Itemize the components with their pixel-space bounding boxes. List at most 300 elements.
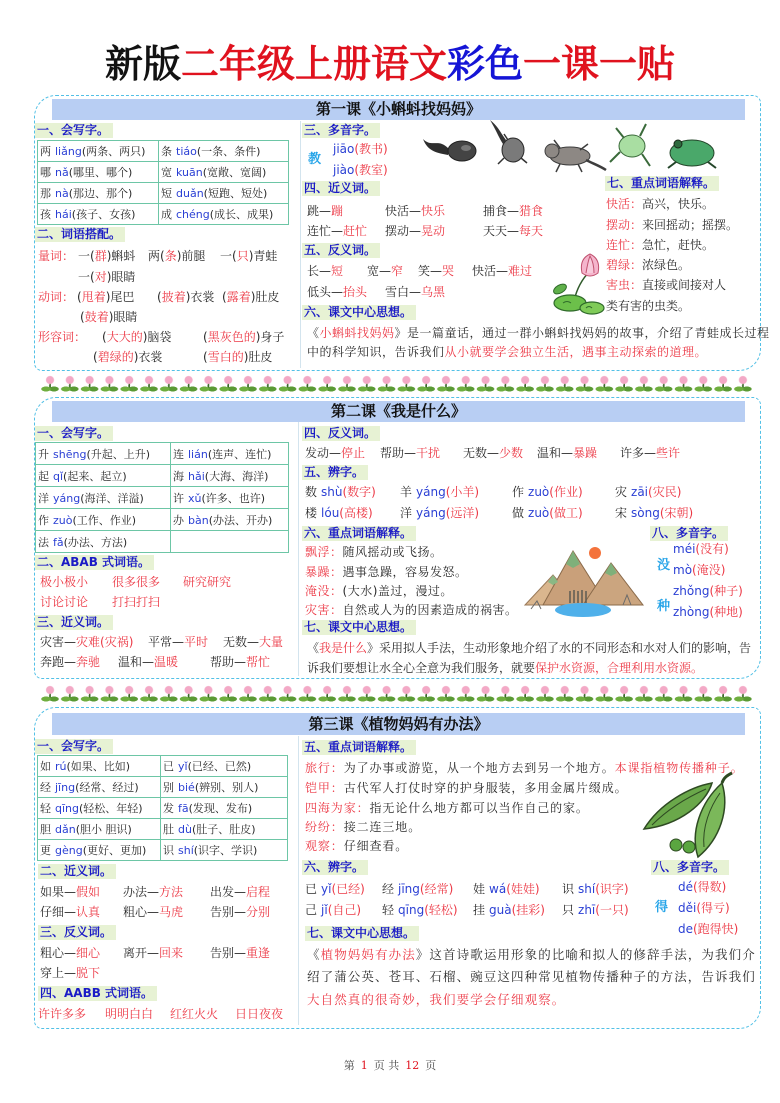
antonym-pair [40,945,100,961]
synonym: 平时 [184,635,209,649]
section-heading-aabb-words: 四、AABB 式词语。 [38,986,157,1001]
word: 温和 [537,446,562,460]
dash: — [147,946,160,960]
example-words: (那边、那个) [68,187,133,200]
antonym: 抬头 [343,285,368,299]
term: 铠甲： [305,781,344,795]
answer: 披着 [161,290,186,304]
term: 连忙： [606,238,643,252]
word: 帮助 [210,655,235,669]
text: )身子 [255,330,285,344]
antonym-pair [40,965,100,981]
dash: — [507,204,520,218]
key-word-item [606,196,714,212]
answer: 碧绿的 [97,350,134,364]
dash: — [409,204,422,218]
word: 如果 [40,885,65,899]
polyphone-reading [333,162,388,178]
term: 飘浮： [305,545,343,559]
section-heading-polyphone: 八、多音字。 [651,860,729,875]
synonym: 奔驰 [76,655,101,669]
example-words: (办法、方法) [63,535,128,549]
example-word: (娃娃) [506,882,540,896]
synonym-pair [223,634,283,650]
distinguish-item [562,881,629,897]
pinyin: hái [55,208,72,221]
antonym: 短 [331,264,344,278]
term: 摆动： [606,218,643,232]
main-idea-line [307,640,751,656]
antonym-pair [418,263,454,279]
distinguish-item [305,505,373,521]
distinguish-item [615,505,693,521]
antonym-pair [380,445,440,461]
character: 起 [38,469,49,483]
dash: — [142,655,155,669]
pinyin: shí [578,882,596,896]
character: 两 [40,145,51,158]
distinguish-item [562,902,629,918]
dash: — [64,946,77,960]
text: ( [203,330,208,344]
text: 》是一篇童话，通过一群小蝌蚪找妈妈的故事，介绍了青蛙成长过程 [394,326,770,340]
example-words: (胆小 胆识) [75,823,132,836]
pinyin: jǐ [321,903,328,917]
text: 两( [148,249,165,263]
pinyin: shí [178,844,194,857]
character-cell [171,509,289,531]
antonym: 重逢 [246,946,271,960]
title-part-lesson-sticker: 一课一贴 [523,41,676,86]
example-word: (没有) [695,542,729,556]
answer: 群 [94,249,107,263]
dash: — [409,224,422,238]
text: 》这首诗歌运用形象的比喻和拟人的修辞手法，为我们介 [415,947,756,962]
text: 一( [78,270,95,284]
distinguish-item [382,881,453,897]
polyphone-reading [673,583,743,599]
definition: 为了办事或游览，从一个地方去到另一个地方。 [343,761,615,775]
character: 成 [161,208,172,221]
term: 快活： [606,197,643,211]
title-part-color: 彩色 [447,41,524,86]
pinyin: kuān [176,166,203,179]
collocation-item [203,329,284,345]
synonym: 假如 [76,885,101,899]
synonym-pair [307,203,343,219]
antonym: 暴躁 [573,446,598,460]
character: 短 [161,187,172,200]
example-words: (成长、成果) [209,208,274,221]
character-cell [36,509,171,531]
polyphone-reading [678,900,730,916]
pinyin: yáng [416,485,446,499]
main-idea-line [307,325,770,341]
dash: — [507,224,520,238]
synonym: 温暖 [154,655,179,669]
dash: — [247,635,260,649]
antonym: 少数 [499,446,524,460]
pinyin: de [678,922,693,936]
answer: 鼓着 [84,310,109,324]
pinyin: qīng [398,903,425,917]
collocation-item [78,248,135,264]
text: ( [203,350,208,364]
pinyin: tiáo [176,145,197,158]
dash: — [404,446,417,460]
polyphone-character: 得 [655,900,669,915]
synonym: 蹦 [331,204,344,218]
definition: 直接或间接对人 [642,278,727,292]
key-word-item [305,800,589,816]
pinyin: duǎn [176,187,204,200]
character-cell [171,487,289,509]
character: 作 [38,513,49,527]
antonym-pair [620,445,680,461]
text: )眼睛 [108,310,138,324]
pinyin: zāi [631,485,649,499]
example-word: (一只) [595,903,629,917]
antonym-pair [385,284,445,300]
key-word-continuation: 类有害的虫类。 [606,299,691,313]
synonym: 分别 [246,905,271,919]
distinguish-item [512,484,583,500]
lesson-3-title-bar [52,713,745,735]
pea-pod-illustration [640,773,748,861]
dash: — [234,905,247,919]
synonym-pair [123,904,183,920]
character: 胆 [40,823,51,836]
key-word-item [606,217,738,233]
pinyin: zhòng [673,605,710,619]
section-heading-main-idea: 七、课文中心思想。 [302,620,416,635]
character: 连 [173,447,184,461]
synonym-pair [307,223,367,239]
antonym: 窄 [391,264,404,278]
synonym: 灾难(灾祸) [76,635,134,649]
dash: — [147,885,160,899]
character: 楼 [305,506,318,520]
empty-cell [171,531,289,553]
pinyin: dé [678,880,693,894]
antonym: 哭 [442,264,455,278]
example-words: (识字、学识) [193,844,258,857]
dash: — [319,204,332,218]
example-words: (辨别、别人) [194,781,259,794]
synonym: 帮忙 [246,655,271,669]
synonym: 每天 [519,224,544,238]
character: 做 [512,506,525,520]
aabb-word: 许许多多 [38,1007,87,1021]
word: 离开 [123,946,148,960]
answer: 露着 [226,290,251,304]
abab-word: 极小极小 [40,575,89,589]
character-cell [161,840,288,861]
section-heading-synonyms: 四、近义词。 [302,181,380,196]
definition: 遇事急躁，容易发怒。 [342,565,468,579]
example-word: (数字) [342,485,376,499]
term: 纷纷： [305,820,344,834]
character: 升 [38,447,49,461]
word: 快活 [385,204,410,218]
example-words: (更好、更加) [82,844,147,857]
text: )衣裳 [133,350,163,364]
key-message: 从小就要学会独立生活，遇事主动探索的道理。 [444,345,708,359]
character: 许 [173,491,184,505]
character: 如 [40,760,51,773]
antonym-pair [463,445,523,461]
text: 绍了蒲公英、苍耳、石榴、豌豆这四种常见植物传播种子的方法，告诉我们 [307,969,756,984]
character: 灾 [615,485,628,499]
abab-word: 很多很多 [112,575,161,589]
character-cell [36,465,171,487]
pinyin: yáng [416,506,446,520]
character-cell [159,162,289,183]
dash: — [64,885,77,899]
antonym: 回来 [159,946,184,960]
antonym: 乌黑 [421,285,446,299]
footer-prefix: 第 [343,1059,355,1072]
key-word-item [606,277,726,293]
example-word: (种子) [709,584,743,598]
character: 发 [163,802,174,815]
antonym-pair [537,445,597,461]
mountain-water-illustration [523,543,645,618]
text: 《 [307,326,320,340]
character: 识 [163,844,174,857]
character-cell [38,777,161,798]
example-word: (作业) [549,485,583,499]
antonym-pair [305,445,365,461]
synonym-pair [123,884,183,900]
dash: — [147,905,160,919]
column-divider [298,422,299,676]
answer: 对 [94,270,107,284]
key-word-item [305,544,443,560]
character-cell [161,777,288,798]
flower-divider [40,684,752,704]
text: ( [93,350,98,364]
pinyin: dǎn [55,823,76,836]
polyphone-character: 教 [308,152,322,167]
word: 出发 [210,885,235,899]
example-word: (得亏) [696,901,730,915]
antonym-pair [307,284,367,300]
collocation-item [93,349,162,365]
character-cell [159,141,289,162]
character-cell [36,531,171,553]
character-cell [38,183,159,204]
example-words: (经常、经过) [75,781,139,794]
key-word-item [305,819,421,835]
section-heading-synonyms: 三、近义词。 [35,615,113,630]
text: 诉我们要想让水全心全意为我们服务，就要 [307,661,536,675]
dash: — [319,264,332,278]
definition: 接二连三地。 [343,820,422,834]
word: 平常 [148,635,173,649]
character-cell [161,819,288,840]
character: 那 [40,187,51,200]
key-word-item [305,564,468,580]
text: )脑袋 [142,330,172,344]
character-cell [171,465,289,487]
synonym-pair [118,654,178,670]
character: 宽 [161,166,172,179]
collocation-item [148,248,205,264]
dash: — [64,966,77,980]
text: )青蛙 [248,249,278,263]
example-word: (识字) [595,882,629,896]
collocation-item [157,289,214,305]
collocation-item [203,349,272,365]
text: 一( [220,249,237,263]
polyphone-reading [678,879,726,895]
pinyin: nà [55,187,69,200]
lesson-1-title: 第一课《小蝌蚪找妈妈》 [315,100,481,118]
collocation-item [222,289,279,305]
pinyin: xǔ [188,491,202,505]
text: )肚皮 [250,290,280,304]
tadpole-to-frog-illustration [420,118,725,175]
word: 穿上 [40,966,65,980]
term: 观察： [305,839,344,853]
synonym-pair [385,223,445,239]
character: 法 [38,535,49,549]
character: 孩 [40,208,51,221]
main-idea-line [307,992,565,1008]
text: )衣裳 [185,290,215,304]
polyphone-reading [673,604,743,620]
word: 办法 [123,885,148,899]
character-cell [38,840,161,861]
key-word-item [305,602,518,618]
pinyin: mò [673,563,693,577]
total-pages: 12 [405,1059,420,1072]
section-heading-key-words: 七、重点词语解释。 [605,176,719,191]
word: 捕食 [483,204,508,218]
term: 暴躁： [305,565,343,579]
pinyin: qǐ [53,469,64,483]
main-idea-line [307,660,703,676]
text: )肚皮 [243,350,273,364]
pinyin: liǎng [55,145,82,158]
section-heading-distinguish: 五、辨字。 [302,465,368,480]
text: ( [80,310,85,324]
word: 温和 [118,655,143,669]
lesson-2-title-bar [52,401,745,422]
synonym-pair [210,884,270,900]
example-words: (已经、已然) [187,760,252,773]
column-divider [298,736,299,1025]
dash: — [487,446,500,460]
column-divider [300,121,301,368]
character: 经 [382,882,395,896]
collocation-item [80,309,137,325]
term: 四海为家： [305,801,370,815]
character: 羊 [400,485,413,499]
polyphone-character: 没 [657,558,671,573]
example-words: (哪里、哪个) [68,166,133,179]
writing-characters-table [37,755,288,861]
pinyin: zhī [578,903,596,917]
example-word: (教室) [354,163,388,177]
example-words: (起来、起立) [63,469,127,483]
dash: — [172,635,185,649]
text: ( [222,290,227,304]
flower-divider [40,374,752,394]
word: 无数 [223,635,248,649]
dash: — [234,946,247,960]
pinyin: guà [489,903,512,917]
footer-suffix: 页 [425,1059,437,1072]
pinyin: chéng [176,208,210,221]
text: 一( [78,249,95,263]
pinyin: nǎ [55,166,69,179]
polyphone-reading [333,141,388,157]
example-words: (许多、也许) [201,491,266,505]
character-cell [38,798,161,819]
character: 肚 [163,823,174,836]
word: 帮助 [380,446,405,460]
word: 摆动 [385,224,410,238]
example-words: (办法、开办) [208,513,273,527]
word: 灾害 [40,635,65,649]
example-words: (短跑、短处) [203,187,268,200]
synonym-pair [148,634,208,650]
polyphone-character: 种 [657,599,671,614]
pinyin: gèng [55,844,83,857]
dash: — [430,264,443,278]
character: 己 [305,903,318,917]
synonym-pair [210,904,270,920]
example-word: (淹没) [692,563,726,577]
section-heading-polyphone: 三、多音字。 [302,123,380,138]
antonym: 些许 [656,446,681,460]
key-word-item [606,257,690,273]
example-words: (如果、比如) [66,760,131,773]
pinyin: méi [673,542,696,556]
synonym: 赶忙 [343,224,368,238]
character: 经 [40,781,51,794]
pinyin: dù [178,823,192,836]
aabb-word: 明明白白 [105,1007,154,1021]
example-word: (远洋) [445,506,480,520]
lesson-note: 本课指植物传播种子。 [614,761,744,775]
pinyin: děi [678,901,697,915]
character: 已 [305,882,318,896]
example-words: (肚子、肚皮) [191,823,256,836]
dash: — [561,446,574,460]
section-heading-key-words: 五、重点词语解释。 [302,740,416,755]
word: 仔细 [40,905,65,919]
distinguish-item [615,484,681,500]
main-idea-line [307,344,707,360]
section-heading-main-idea: 六、课文中心思想。 [302,305,416,320]
text: 》采用拟人手法，生动形象地介绍了水的不同形态和水对人们的影响，告 [367,641,752,655]
example-word: (跑得快) [693,922,739,936]
definition: 古代军人打仗时穿的护身服装，多用金属片缀成。 [343,781,628,795]
section-heading-antonyms: 三、反义词。 [38,925,116,940]
collocation-item [102,329,171,345]
synonym-pair [483,223,543,239]
example-word: (经常) [419,882,454,896]
term: 灾害： [305,603,343,617]
pinyin: zuò [528,506,550,520]
main-idea-line [307,969,756,985]
character-cell [38,756,161,777]
collocation-item [77,289,134,305]
character: 哪 [40,166,51,179]
